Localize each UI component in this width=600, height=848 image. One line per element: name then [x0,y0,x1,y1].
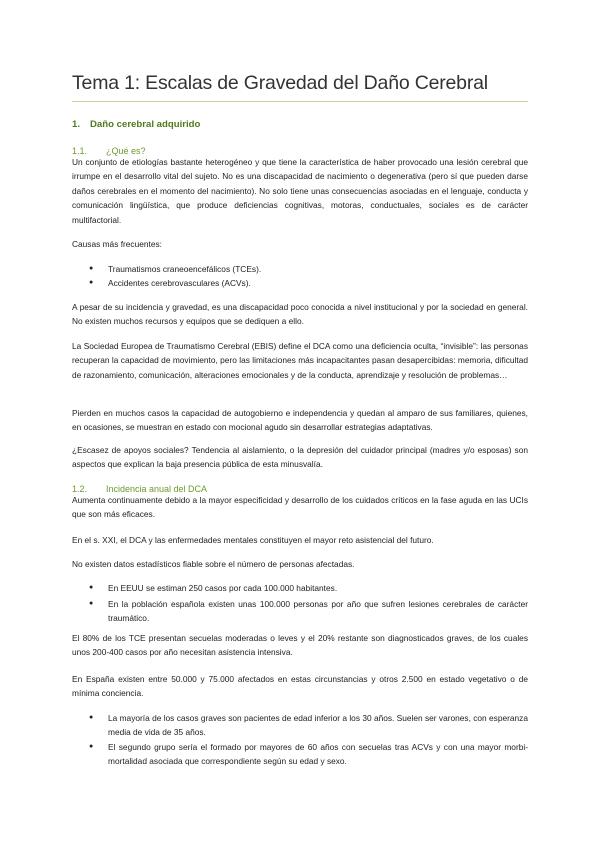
list-item-text: El segundo grupo sería el formado por mayores de 60 años con secuelas tras ACVs y con una mayor morbi-mortalidad asociada que correspondiente según su edad y sexo. [108,742,528,767]
paragraph: ¿Escasez de apoyos sociales? Tendencia al aislamiento, o la depresión del cuidador principal (madres y/o esposas) son aspectos que explican la baja presencia pública de esta minusvalía. [72,445,528,470]
subsection-number: 1.1. [72,146,88,156]
section-title: Daño cerebral adquirido [90,119,201,130]
paragraph: A pesar de su incidencia y gravedad, es una discapacidad poco conocida a nivel institucional y por la sociedad en general. No existen muchos recursos y equipos que se dediquen a ello. [72,302,528,327]
title-divider [72,101,528,102]
bullet-icon: ● [89,584,94,591]
list-item-text: La mayoría de los casos graves son pacientes de edad inferior a los 30 años. Suelen ser varones, con esperanza media de vida de 35 años. [108,713,528,738]
list-item [72,262,528,276]
list-item [72,597,528,626]
bullet-icon: ● [89,279,94,286]
list-item-text: Accidentes cerebrovasculares (ACVs). [108,278,251,288]
list-item [72,740,528,769]
list-item [72,581,528,595]
paragraph: No existen datos estadísticos fiable sobre el número de personas afectadas. [72,559,355,569]
paragraph: Aumenta continuamente debido a la mayor especificidad y desarrollo de los cuidados críticos en la fase aguda en las UCIs que son más eficaces. [72,495,528,520]
subsection-number: 1.2. [72,484,88,494]
bullet-icon: ● [89,265,94,272]
section-number: 1. [72,119,81,130]
list-item-text: Traumatismos craneoencefálicos (TCEs). [108,264,262,274]
paragraph: El 80% de los TCE presentan secuelas moderadas o leves y el 20% restante son diagnosticados graves, de los cuales unos 200-400 casos por año necesitan asistencia intensiva. [72,633,528,658]
paragraph: En España existen entre 50.000 y 75.000 afectados en estas circunstancias y otros 2.500 en estado vegetativo o de mínima conciencia. [72,674,528,699]
section-heading [72,119,200,130]
page-title: Tema 1: Escalas de Gravedad del Daño Cerebral [72,72,488,94]
bullet-icon: ● [89,600,94,607]
paragraph: Pierden en muchos casos la capacidad de autogobierno e independencia y quedan al amparo de sus familiares, quienes, en ocasiones, se muestran en estado con mocional agudo sin desarrollar estrategias adaptativas. [72,408,528,433]
list-item [72,276,528,290]
list-item [72,711,528,740]
subsection-title: ¿Qué es? [106,146,146,156]
paragraph-causes-label: Causas más frecuentes: [72,239,162,249]
subsection-title: Incidencia anual del DCA [106,484,208,494]
paragraph-definition: Un conjunto de etiologías bastante heterogéneo y que tiene la característica de haber provocado una lesión cerebral que irrumpe en el desarrollo vital del sujeto. No es una discapacidad de nacimiento o degenerativa (pero sí que pueden darse daños cerebrales en el momento del nacimiento). No solo tiene unas consecuencias asociadas en el lenguaje, conducta y comunicación lingüística, que produce deficiencias cognitivas, motoras, conductuales, sociales es de carácter multifactorial. [72,157,528,225]
bullet-icon: ● [89,714,94,721]
list-item-text: En EEUU se estiman 250 casos por cada 100.000 habitantes. [108,583,338,593]
paragraph: En el s. XXI, el DCA y las enfermedades mentales constituyen el mayor reto asistencial del futuro. [72,535,434,545]
paragraph: La Sociedad Europea de Traumatismo Cerebral (EBIS) define el DCA como una deficiencia oculta, “invisible”: las personas recuperan la capacidad de movimiento, pero las limitaciones más incapacitantes pasan desapercibidas: memoria, dificultad de razonamiento, comunicación, alteraciones emocionales y de la conducta, aprendizaje y resolución de problemas… [72,341,528,380]
bullet-icon: ● [89,743,94,750]
list-item-text: En la población española existen unas 100.000 personas por año que sufren lesiones cerebrales de carácter traumático. [108,599,528,624]
